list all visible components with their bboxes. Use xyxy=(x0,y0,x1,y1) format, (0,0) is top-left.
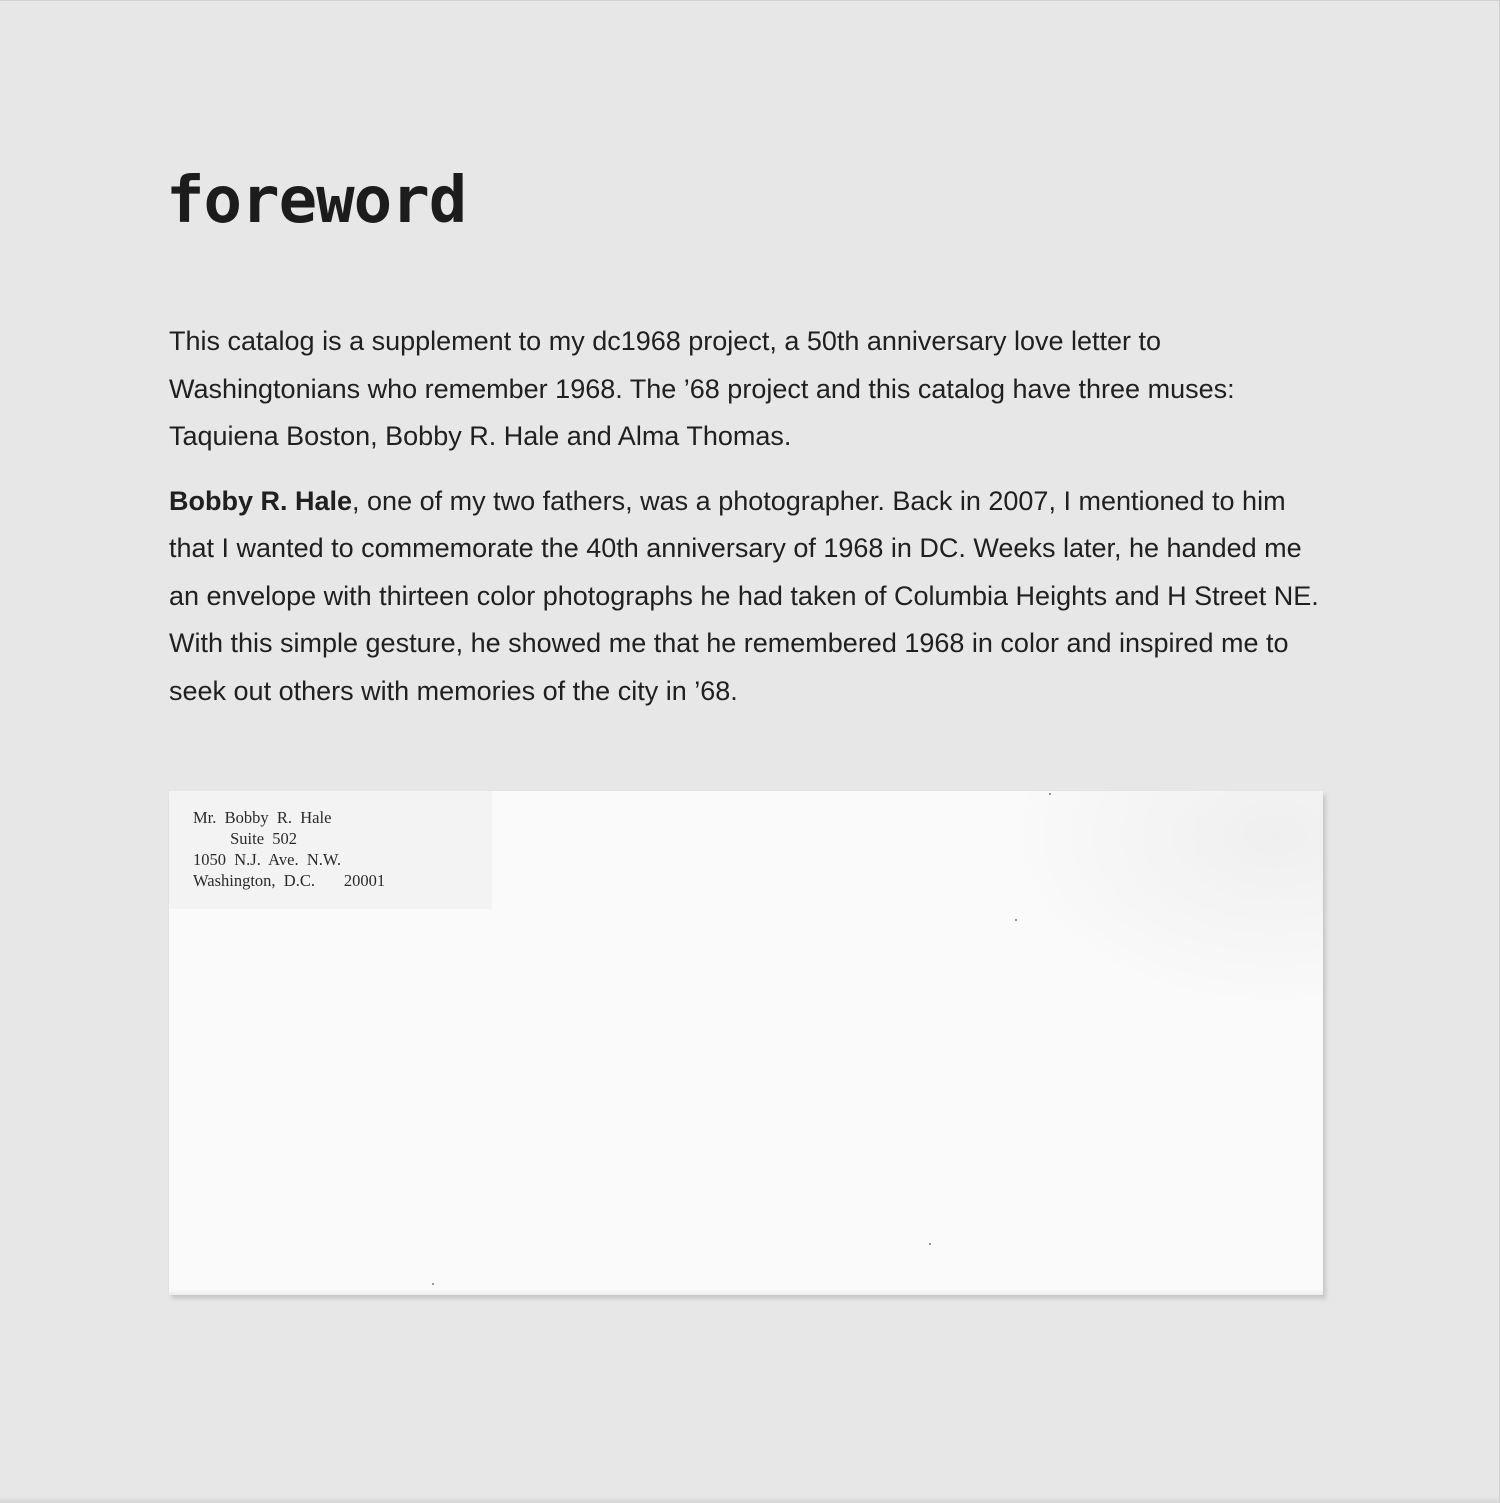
foreword-body xyxy=(169,318,1319,732)
address-line: Mr. Bobby R. Hale xyxy=(193,808,332,827)
paper-speck xyxy=(929,1243,931,1245)
paragraph-bobby-hale xyxy=(169,478,1319,716)
address-line: Suite 502 xyxy=(193,829,298,848)
address-line: 1050 N.J. Ave. N.W. xyxy=(193,850,342,869)
page-title: foreword xyxy=(166,164,467,238)
envelope-image xyxy=(169,791,1323,1295)
address-line: Washington, D.C. 20001 xyxy=(193,871,386,890)
address-label xyxy=(169,791,492,909)
paper-speck xyxy=(432,1283,434,1285)
paper-speck xyxy=(1049,793,1051,795)
paragraph-bobby-hale-text: , one of my two fathers, was a photographer. Back in 2007, I mentioned to him that I wanted to commemorate the 40th anniversary of 1968 in DC. Weeks later, he handed me an envelope with thirteen color photographs he had taken of Columbia Heights and H Street NE. With this simple gesture, he showed me that he remembered 1968 in color and inspired me to seek out others with memories of the city in ’68. xyxy=(169,485,1319,706)
paper-speck xyxy=(1015,919,1017,921)
paragraph-intro: This catalog is a supplement to my dc1968 project, a 50th anniversary love letter to Washingtonians who remember 1968. The ’68 project and this catalog have three muses: Taquiena Boston, Bobby R. Hale and Alma Thomas. xyxy=(169,326,1235,451)
bobby-hale-name: Bobby R. Hale xyxy=(169,485,353,516)
